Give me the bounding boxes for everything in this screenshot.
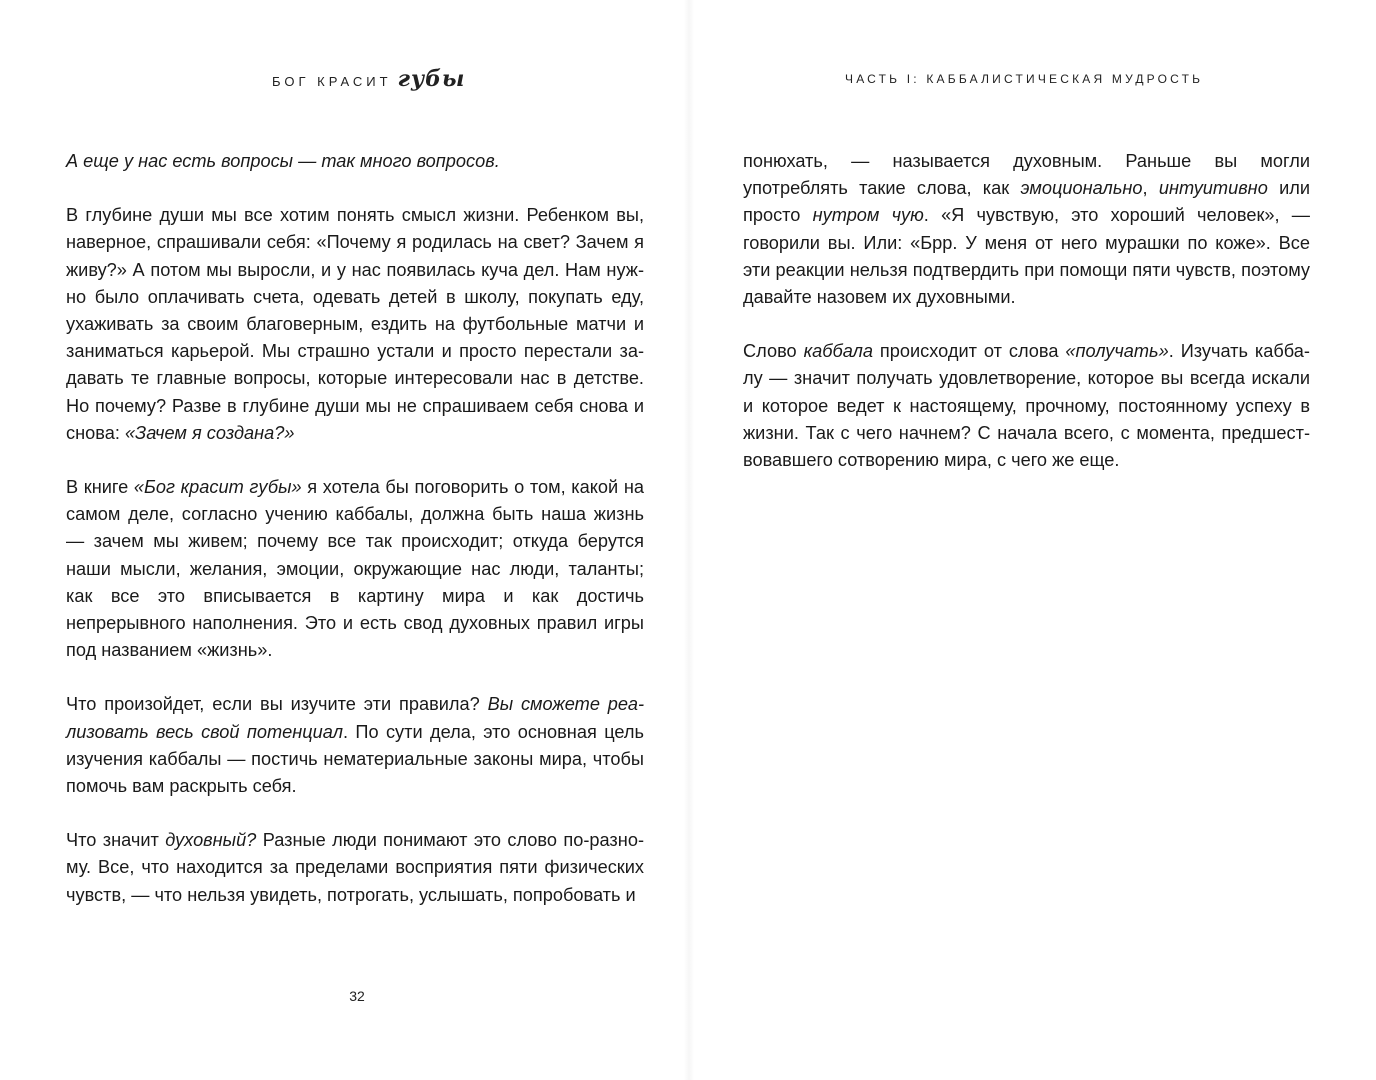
book-title-script: губы bbox=[397, 66, 466, 92]
paragraph-kabbalah-word: Слово каббала происходит от слова «получать». Изучать каббалу — значит получать удовлетворение, которое вы всегда искали и которое ведет к настоящему, прочному, постоянному успеху в жизни. Так с чего начнем? С начала всего, с момента, предшествовавшего сотворению мира, с чего же еще. bbox=[743, 341, 1310, 471]
page-gutter bbox=[684, 0, 694, 1080]
running-head-right: ЧАСТЬ I: КАББАЛИСТИЧЕСКАЯ МУДРОСТЬ bbox=[845, 72, 1204, 86]
page-number: 32 bbox=[349, 988, 365, 1004]
paragraph-meaning-of-life: В глубине души мы все хотим понять смысл жизни. Ребенком вы, наверное, спрашивали себя: «Почему я родилась на свет? Зачем я живу?» А потом мы выросли, и у нас появилась куча дел. Нам нужно было оплачивать счета, одевать детей в школу, покупать еду, ухаживать за своим благоверным, ездить на футбольные матчи и заниматься карьерой. Мы страшно устали и просто перестали задавать те главные вопросы, которые интересовали нас в детстве. Но почему? Разве в глубине души мы не спрашиваем себя снова и снова: «Зачем я создана?» bbox=[66, 205, 644, 443]
right-page-text bbox=[743, 148, 1310, 474]
left-page-text bbox=[66, 148, 644, 909]
running-head-left bbox=[272, 66, 465, 92]
paragraph-questions: А еще у нас есть вопросы — так много вопросов. bbox=[66, 151, 500, 171]
paragraph-book-intro: В книге «Бог красит губы» я хотела бы поговорить о том, какой на самом деле, согласно учению каббалы, должна быть наша жизнь — зачем мы живем; почему все так происходит; откуда берутся наши мысли, желания, эмоции, окружающие нас люди, таланты; как все это вписывается в картину мира и как достичь непрерывного наполнения. Это и есть свод духовных правил игры под названием «жизнь». bbox=[66, 477, 644, 661]
book-title-prefix: БОГ КРАСИТ bbox=[272, 74, 392, 89]
paragraph-spiritual-continued: понюхать, — называется духовным. Раньше вы могли употреблять такие слова, как эмоционально, интуитивно или просто нутром чую. «Я чувствую, это хороший человек», — говорили вы. Или: «Брр. У меня от него мурашки по коже». Все эти реакции нельзя подтвердить при помощи пяти чувств, поэтому давайте назовем их духовными. bbox=[743, 151, 1311, 308]
paragraph-spiritual: Что значит духовный? Разные люди понимают это слово по-разному. Все, что находится за пределами восприятия пяти физических чувств, — что нельзя увидеть, потрогать, услышать, попробовать и bbox=[66, 830, 644, 905]
paragraph-rules: Что произойдет, если вы изучите эти правила? Вы сможете реализовать весь свой потенциал. По сути дела, это основная цель изучения каббалы — постичь нематериальные законы мира, чтобы помочь вам раскрыть себя. bbox=[66, 694, 644, 797]
